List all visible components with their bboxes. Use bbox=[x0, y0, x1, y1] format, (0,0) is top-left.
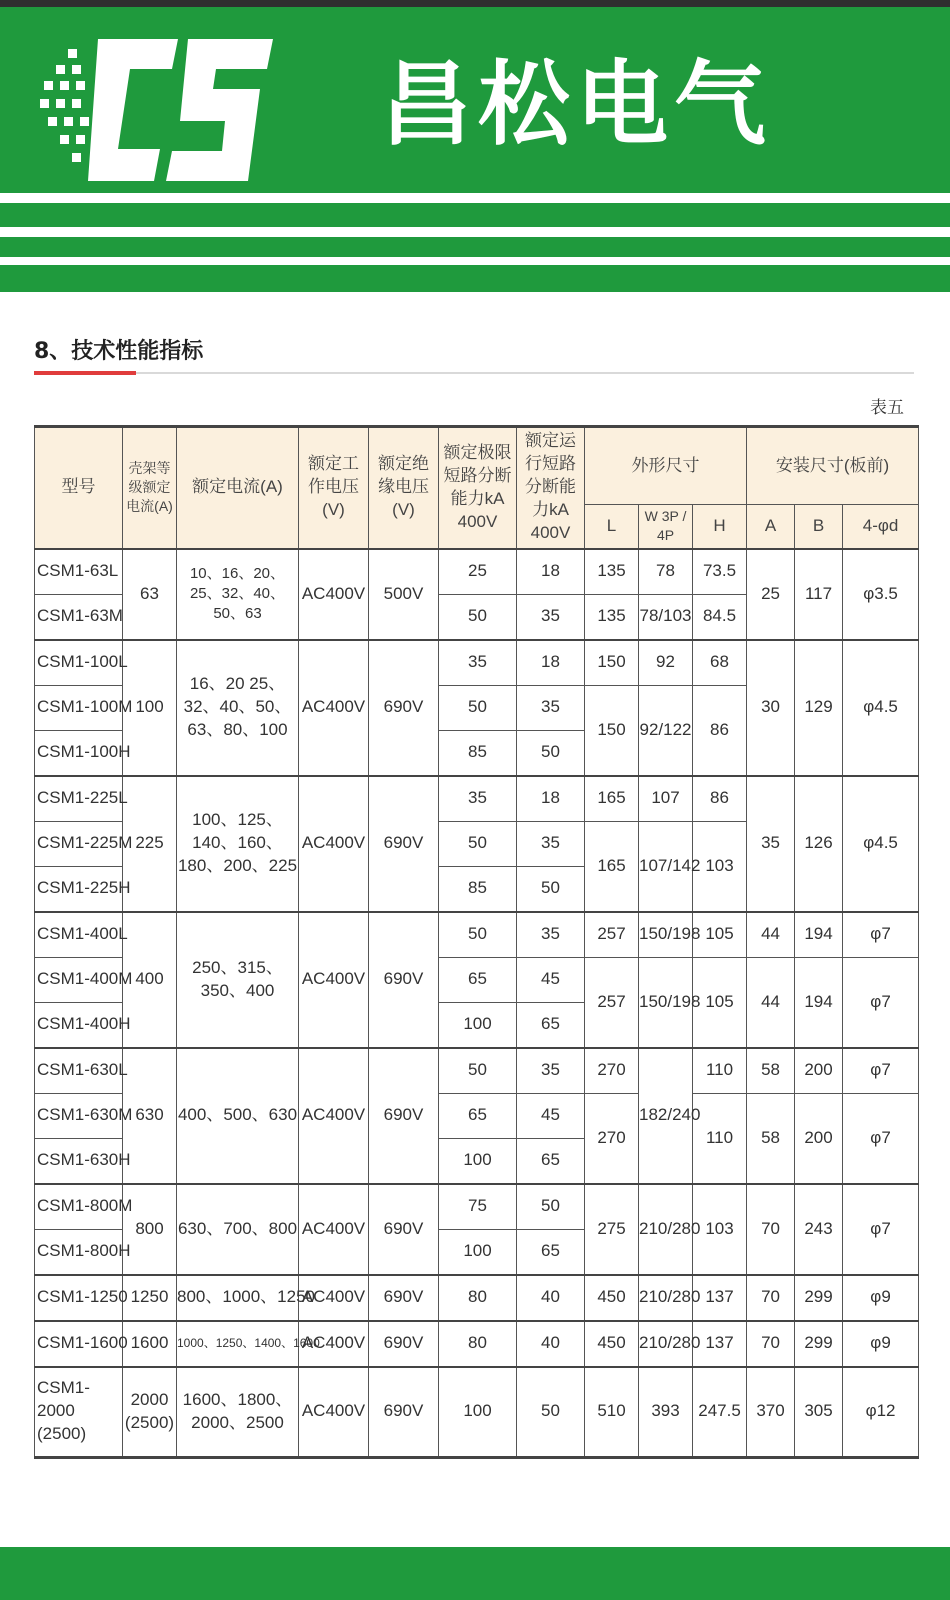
model-cell: CSM1-225M bbox=[35, 821, 123, 866]
model-cell: CSM1-225H bbox=[35, 866, 123, 912]
mount-hole-cell: φ7 bbox=[843, 957, 919, 1048]
dim-W-cell: 150/198 bbox=[639, 957, 693, 1048]
header-work-voltage: 额定工作电压(V) bbox=[299, 427, 369, 549]
dim-L-cell: 450 bbox=[585, 1321, 639, 1367]
dim-W-cell: 182/240 bbox=[639, 1048, 693, 1184]
header-rated-current: 额定电流(A) bbox=[177, 427, 299, 549]
dim-W-cell: 107/142 bbox=[639, 821, 693, 912]
mount-A-cell: 35 bbox=[747, 776, 795, 912]
spec-table bbox=[34, 425, 919, 1459]
icu-cell: 50 bbox=[439, 821, 517, 866]
dim-L-cell: 135 bbox=[585, 594, 639, 640]
dim-H-cell: 137 bbox=[693, 1275, 747, 1321]
dim-L-cell: 165 bbox=[585, 776, 639, 822]
ics-cell: 50 bbox=[517, 730, 585, 776]
banner-stripe bbox=[0, 257, 950, 265]
rated-current-cell: 800、1000、1250 bbox=[177, 1275, 299, 1321]
header-model: 型号 bbox=[35, 427, 123, 549]
dim-W-cell: 210/280 bbox=[639, 1321, 693, 1367]
icu-cell: 25 bbox=[439, 549, 517, 595]
table-label: 表五 bbox=[870, 398, 904, 418]
header-H: H bbox=[693, 505, 747, 549]
ics-cell: 35 bbox=[517, 912, 585, 958]
icu-cell: 100 bbox=[439, 1229, 517, 1275]
dim-H-cell: 110 bbox=[693, 1048, 747, 1094]
dim-W-cell: 107 bbox=[639, 776, 693, 822]
dim-W-cell: 78 bbox=[639, 549, 693, 595]
work-voltage-cell: AC400V bbox=[299, 1321, 369, 1367]
mount-B-cell: 126 bbox=[795, 776, 843, 912]
ics-cell: 35 bbox=[517, 821, 585, 866]
section-accent-bar bbox=[34, 371, 136, 375]
model-cell: CSM1-63L bbox=[35, 549, 123, 595]
frame-current-cell: 225 bbox=[123, 776, 177, 912]
header-B: B bbox=[795, 505, 843, 549]
mount-hole-cell: φ7 bbox=[843, 1093, 919, 1184]
icu-cell: 100 bbox=[439, 1367, 517, 1458]
ics-cell: 45 bbox=[517, 1093, 585, 1138]
dim-W-cell: 210/280 bbox=[639, 1184, 693, 1275]
ics-cell: 45 bbox=[517, 957, 585, 1002]
insulation-voltage-cell: 690V bbox=[369, 912, 439, 1048]
mount-B-cell: 305 bbox=[795, 1367, 843, 1458]
insulation-voltage-cell: 690V bbox=[369, 1321, 439, 1367]
ics-cell: 50 bbox=[517, 1367, 585, 1458]
icu-cell: 50 bbox=[439, 912, 517, 958]
icu-cell: 35 bbox=[439, 776, 517, 822]
icu-cell: 80 bbox=[439, 1275, 517, 1321]
table-row bbox=[35, 1367, 919, 1458]
mount-B-cell: 194 bbox=[795, 957, 843, 1048]
frame-current-cell: 63 bbox=[123, 549, 177, 640]
insulation-voltage-cell: 690V bbox=[369, 1275, 439, 1321]
model-cell: CSM1-225L bbox=[35, 776, 123, 822]
ics-cell: 50 bbox=[517, 866, 585, 912]
dim-L-cell: 257 bbox=[585, 957, 639, 1048]
mount-B-cell: 129 bbox=[795, 640, 843, 776]
rated-current-cell: 16、20 25、32、40、50、63、80、100 bbox=[177, 640, 299, 776]
mount-hole-cell: φ3.5 bbox=[843, 549, 919, 640]
dim-L-cell: 510 bbox=[585, 1367, 639, 1458]
insulation-voltage-cell: 690V bbox=[369, 1184, 439, 1275]
mount-hole-cell: φ4.5 bbox=[843, 776, 919, 912]
mount-hole-cell: φ12 bbox=[843, 1367, 919, 1458]
ics-cell: 50 bbox=[517, 1184, 585, 1230]
model-cell: CSM1-2000 (2500) bbox=[35, 1367, 123, 1458]
mount-hole-cell: φ9 bbox=[843, 1275, 919, 1321]
mount-A-cell: 44 bbox=[747, 957, 795, 1048]
header-hole: 4-φd bbox=[843, 505, 919, 549]
dim-W-cell: 92 bbox=[639, 640, 693, 686]
icu-cell: 85 bbox=[439, 730, 517, 776]
mount-hole-cell: φ7 bbox=[843, 1048, 919, 1094]
rated-current-cell: 10、16、20、25、32、40、50、63 bbox=[177, 549, 299, 640]
work-voltage-cell: AC400V bbox=[299, 776, 369, 912]
header-W: W 3P / 4P bbox=[639, 505, 693, 549]
ics-cell: 35 bbox=[517, 594, 585, 640]
dim-H-cell: 86 bbox=[693, 776, 747, 822]
table-row bbox=[35, 912, 919, 958]
icu-cell: 50 bbox=[439, 685, 517, 730]
rated-current-cell: 400、500、630 bbox=[177, 1048, 299, 1184]
header-service-breaking: 额定运行短路分断能力kA 400V bbox=[517, 427, 585, 549]
dim-H-cell: 68 bbox=[693, 640, 747, 686]
work-voltage-cell: AC400V bbox=[299, 549, 369, 640]
icu-cell: 100 bbox=[439, 1138, 517, 1184]
work-voltage-cell: AC400V bbox=[299, 1275, 369, 1321]
insulation-voltage-cell: 690V bbox=[369, 1367, 439, 1458]
icu-cell: 65 bbox=[439, 957, 517, 1002]
ics-cell: 35 bbox=[517, 685, 585, 730]
mount-A-cell: 30 bbox=[747, 640, 795, 776]
dim-L-cell: 270 bbox=[585, 1048, 639, 1094]
dim-H-cell: 137 bbox=[693, 1321, 747, 1367]
model-cell: CSM1-100H bbox=[35, 730, 123, 776]
mount-hole-cell: φ4.5 bbox=[843, 640, 919, 776]
top-border bbox=[0, 0, 950, 7]
brand-name: 昌松电气 bbox=[380, 51, 773, 158]
rated-current-cell: 250、315、350、400 bbox=[177, 912, 299, 1048]
dim-H-cell: 105 bbox=[693, 957, 747, 1048]
work-voltage-cell: AC400V bbox=[299, 1048, 369, 1184]
dim-L-cell: 150 bbox=[585, 685, 639, 776]
table-row bbox=[35, 1048, 919, 1094]
dim-W-cell: 150/198 bbox=[639, 912, 693, 958]
mount-A-cell: 25 bbox=[747, 549, 795, 640]
table-row bbox=[35, 1184, 919, 1230]
icu-cell: 80 bbox=[439, 1321, 517, 1367]
table-row bbox=[35, 776, 919, 822]
mount-A-cell: 70 bbox=[747, 1184, 795, 1275]
cs-logo bbox=[38, 29, 288, 199]
dim-H-cell: 84.5 bbox=[693, 594, 747, 640]
model-cell: CSM1-630M bbox=[35, 1093, 123, 1138]
rated-current-cell: 630、700、800 bbox=[177, 1184, 299, 1275]
section-divider bbox=[34, 372, 914, 374]
dim-W-cell: 210/280 bbox=[639, 1275, 693, 1321]
header-A: A bbox=[747, 505, 795, 549]
frame-current-cell: 1600 bbox=[123, 1321, 177, 1367]
ics-cell: 40 bbox=[517, 1275, 585, 1321]
frame-current-cell: 100 bbox=[123, 640, 177, 776]
footer-band bbox=[0, 1547, 950, 1600]
model-cell: CSM1-1600 bbox=[35, 1321, 123, 1367]
mount-B-cell: 299 bbox=[795, 1275, 843, 1321]
table-row bbox=[35, 549, 919, 595]
model-cell: CSM1-1250 bbox=[35, 1275, 123, 1321]
header-frame-current: 壳架等级额定电流(A) bbox=[123, 427, 177, 549]
dim-L-cell: 275 bbox=[585, 1184, 639, 1275]
work-voltage-cell: AC400V bbox=[299, 640, 369, 776]
dim-L-cell: 135 bbox=[585, 549, 639, 595]
model-cell: CSM1-100L bbox=[35, 640, 123, 686]
ics-cell: 35 bbox=[517, 1048, 585, 1094]
dim-W-cell: 78/103 bbox=[639, 594, 693, 640]
mount-A-cell: 70 bbox=[747, 1321, 795, 1367]
mount-hole-cell: φ7 bbox=[843, 1184, 919, 1275]
mount-B-cell: 200 bbox=[795, 1093, 843, 1184]
ics-cell: 65 bbox=[517, 1002, 585, 1048]
mount-A-cell: 370 bbox=[747, 1367, 795, 1458]
work-voltage-cell: AC400V bbox=[299, 1184, 369, 1275]
icu-cell: 65 bbox=[439, 1093, 517, 1138]
model-cell: CSM1-400M bbox=[35, 957, 123, 1002]
frame-current-cell: 1250 bbox=[123, 1275, 177, 1321]
rated-current-cell: 1000、1250、1400、1600 bbox=[177, 1321, 299, 1367]
dim-H-cell: 105 bbox=[693, 912, 747, 958]
frame-current-cell: 2000 (2500) bbox=[123, 1367, 177, 1458]
work-voltage-cell: AC400V bbox=[299, 1367, 369, 1458]
model-cell: CSM1-63M bbox=[35, 594, 123, 640]
table-row bbox=[35, 1275, 919, 1321]
mount-B-cell: 299 bbox=[795, 1321, 843, 1367]
model-cell: CSM1-630H bbox=[35, 1138, 123, 1184]
icu-cell: 50 bbox=[439, 594, 517, 640]
insulation-voltage-cell: 500V bbox=[369, 549, 439, 640]
table-row bbox=[35, 1321, 919, 1367]
insulation-voltage-cell: 690V bbox=[369, 776, 439, 912]
dim-W-cell: 393 bbox=[639, 1367, 693, 1458]
mount-hole-cell: φ7 bbox=[843, 912, 919, 958]
ics-cell: 18 bbox=[517, 549, 585, 595]
frame-current-cell: 630 bbox=[123, 1048, 177, 1184]
icu-cell: 100 bbox=[439, 1002, 517, 1048]
spec-table-wrapper bbox=[34, 425, 918, 1459]
ics-cell: 40 bbox=[517, 1321, 585, 1367]
dim-L-cell: 150 bbox=[585, 640, 639, 686]
work-voltage-cell: AC400V bbox=[299, 912, 369, 1048]
ics-cell: 65 bbox=[517, 1229, 585, 1275]
mount-B-cell: 117 bbox=[795, 549, 843, 640]
model-cell: CSM1-100M bbox=[35, 685, 123, 730]
icu-cell: 85 bbox=[439, 866, 517, 912]
model-cell: CSM1-630L bbox=[35, 1048, 123, 1094]
banner-stripe bbox=[0, 227, 950, 237]
frame-current-cell: 400 bbox=[123, 912, 177, 1048]
ics-cell: 65 bbox=[517, 1138, 585, 1184]
dim-H-cell: 103 bbox=[693, 821, 747, 912]
mount-A-cell: 44 bbox=[747, 912, 795, 958]
dim-L-cell: 450 bbox=[585, 1275, 639, 1321]
header-L: L bbox=[585, 505, 639, 549]
header-mounting: 安装尺寸(板前) bbox=[747, 427, 919, 505]
dim-L-cell: 257 bbox=[585, 912, 639, 958]
brand-banner bbox=[0, 7, 950, 292]
dim-H-cell: 86 bbox=[693, 685, 747, 776]
dim-H-cell: 103 bbox=[693, 1184, 747, 1275]
frame-current-cell: 800 bbox=[123, 1184, 177, 1275]
dim-L-cell: 270 bbox=[585, 1093, 639, 1184]
insulation-voltage-cell: 690V bbox=[369, 1048, 439, 1184]
rated-current-cell: 100、125、140、160、180、200、225 bbox=[177, 776, 299, 912]
ics-cell: 18 bbox=[517, 640, 585, 686]
model-cell: CSM1-800M bbox=[35, 1184, 123, 1230]
insulation-voltage-cell: 690V bbox=[369, 640, 439, 776]
header-ultimate-breaking: 额定极限短路分断能力kA 400V bbox=[439, 427, 517, 549]
mount-B-cell: 194 bbox=[795, 912, 843, 958]
icu-cell: 50 bbox=[439, 1048, 517, 1094]
mount-B-cell: 243 bbox=[795, 1184, 843, 1275]
icu-cell: 75 bbox=[439, 1184, 517, 1230]
model-cell: CSM1-400H bbox=[35, 1002, 123, 1048]
dim-W-cell: 92/122 bbox=[639, 685, 693, 776]
mount-A-cell: 58 bbox=[747, 1048, 795, 1094]
mount-B-cell: 200 bbox=[795, 1048, 843, 1094]
rated-current-cell: 1600、1800、2000、2500 bbox=[177, 1367, 299, 1458]
mount-A-cell: 58 bbox=[747, 1093, 795, 1184]
ics-cell: 18 bbox=[517, 776, 585, 822]
dim-L-cell: 165 bbox=[585, 821, 639, 912]
table-row bbox=[35, 640, 919, 686]
mount-hole-cell: φ9 bbox=[843, 1321, 919, 1367]
dim-H-cell: 247.5 bbox=[693, 1367, 747, 1458]
section-title: 8、技术性能指标 bbox=[34, 339, 204, 364]
model-cell: CSM1-800H bbox=[35, 1229, 123, 1275]
mount-A-cell: 70 bbox=[747, 1275, 795, 1321]
model-cell: CSM1-400L bbox=[35, 912, 123, 958]
dim-H-cell: 73.5 bbox=[693, 549, 747, 595]
header-insulation-voltage: 额定绝缘电压(V) bbox=[369, 427, 439, 549]
header-dimensions: 外形尺寸 bbox=[585, 427, 747, 505]
icu-cell: 35 bbox=[439, 640, 517, 686]
dim-H-cell: 110 bbox=[693, 1093, 747, 1184]
